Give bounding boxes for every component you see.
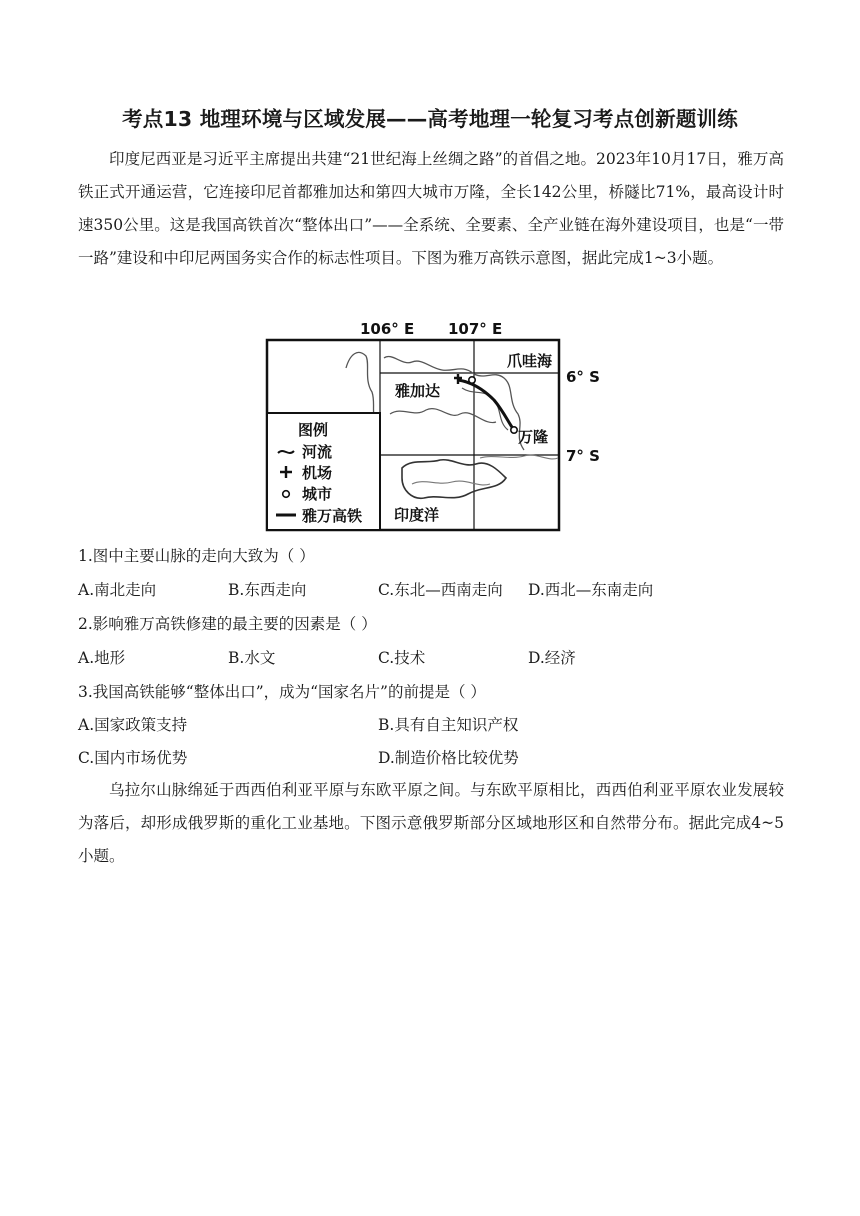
legend-rail-label: 雅万高铁 bbox=[302, 507, 363, 525]
legend-title: 图例 bbox=[298, 421, 329, 439]
lon-label-107: 107° E bbox=[448, 320, 503, 338]
legend-city-label: 城市 bbox=[302, 485, 333, 503]
bandung-label: 万隆 bbox=[518, 428, 549, 446]
q2-option-c: C.技术 bbox=[378, 649, 426, 667]
q1-option-d: D.西北—东南走向 bbox=[528, 581, 654, 599]
q2-option-b: B.水文 bbox=[228, 649, 276, 667]
question-3-stem: 3.我国高铁能够“整体出口”，成为“国家名片”的前提是（ ） bbox=[78, 683, 486, 701]
question-2-stem: 2.影响雅万高铁修建的最主要的因素是（ ） bbox=[78, 615, 377, 633]
lon-label-106: 106° E bbox=[360, 320, 415, 338]
legend-city-icon bbox=[283, 491, 290, 498]
jakarta-city-marker bbox=[469, 377, 475, 383]
q1-option-b: B.东西走向 bbox=[228, 581, 307, 599]
railway-map bbox=[262, 318, 602, 533]
q1-option-c: C.东北—西南走向 bbox=[378, 581, 503, 599]
page-title: 考点13 地理环境与区域发展——高考地理一轮复习考点创新题训练 bbox=[122, 107, 738, 131]
q2-option-a: A.地形 bbox=[78, 649, 126, 667]
indian-ocean-label: 印度洋 bbox=[394, 506, 440, 524]
q2-option-d: D.经济 bbox=[528, 649, 576, 667]
jakarta-label: 雅加达 bbox=[395, 382, 441, 400]
lat-label-7s: 7° S bbox=[566, 447, 600, 465]
legend-airport-label: 机场 bbox=[302, 464, 333, 482]
intro-paragraph-1: 印度尼西亚是习近平主席提出共建“21世纪海上丝绸之路”的首倡之地。2023年10月17日，雅万高铁正式开通运营，它连接印尼首都雅加达和第四大城市万隆，全长142公里，桥隧比71%，最高设计时速350公里。这是我国高铁首次“整体出口”——全系统、全要素、全产业链在海外建设项目，也是“一带一路”建设和中印尼两国务实合作的标志性项目。下图为雅万高铁示意图，据此完成1~3小题。 bbox=[78, 150, 784, 267]
q3-option-a: A.国家政策支持 bbox=[78, 716, 188, 734]
bandung-city-marker bbox=[511, 427, 517, 433]
q3-option-c: C.国内市场优势 bbox=[78, 749, 188, 767]
legend-river-label: 河流 bbox=[302, 443, 333, 461]
q1-option-a: A.南北走向 bbox=[78, 581, 157, 599]
question-1-stem: 1.图中主要山脉的走向大致为（ ） bbox=[78, 547, 315, 565]
java-sea-label: 爪哇海 bbox=[507, 352, 553, 370]
q3-option-d: D.制造价格比较优势 bbox=[378, 749, 519, 767]
lat-label-6s: 6° S bbox=[566, 368, 600, 386]
intro-paragraph-2: 乌拉尔山脉绵延于西西伯利亚平原与东欧平原之间。与东欧平原相比，西西伯利亚平原农业发展较为落后，却形成俄罗斯的重化工业基地。下图示意俄罗斯部分区域地形区和自然带分布。据此完成4~5小题。 bbox=[78, 781, 784, 865]
q3-option-b: B.具有自主知识产权 bbox=[378, 716, 519, 734]
